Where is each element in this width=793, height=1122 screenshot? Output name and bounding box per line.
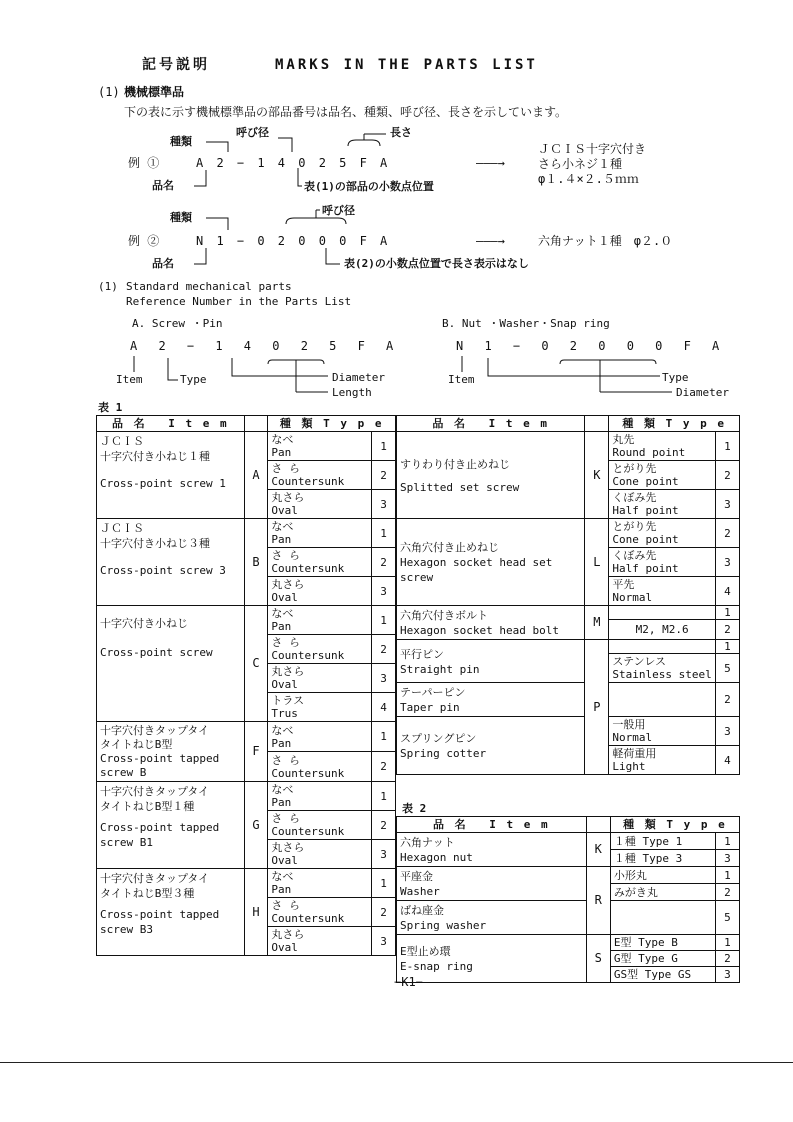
item-k: すりわり付き止めねじ Splitted set screw [397,432,585,519]
type-cell: G型 Type G [610,951,715,967]
item-h-code: H [244,869,268,956]
item-f: 十字穴付きタップタイ タイトねじB型 Cross-point tapped screw B [97,722,245,782]
en-section-sub: Reference Number in the Parts List [126,295,352,308]
ex1-label-length: 長さ [390,126,412,139]
title-en: MARKS IN THE PARTS LIST [275,57,538,73]
bottom-rule [0,1062,793,1063]
type-cell: さ ら Countersunk [268,635,372,664]
type-cell: とがり先 Cone point [609,461,716,490]
jp-description: 下の表に示す機械標準品の部品番号は品名、種類、呼び径、長さを示しています。 [124,105,568,119]
item-r-code: R [586,867,610,935]
type-number: 3 [372,577,396,606]
type-cell: さ ら Countersunk [268,898,372,927]
type-number: 2 [715,884,739,901]
type-number: 1 [372,606,396,635]
ex1-note: 表(1)の部品の小数点位置 [304,180,434,193]
ex1-label-diameter: 呼び径 [236,126,269,139]
item-g: 十字穴付きタップタイ タイトねじB型１種 Cross-point tapped screw B1 [97,782,245,869]
type-cell: なべ Pan [268,782,372,811]
type-number: 3 [372,490,396,519]
type-number: 3 [372,840,396,869]
table1-right-header-item: 品 名 I t e m [397,416,585,432]
en-a-item: Item [116,373,143,386]
type-number: 2 [372,811,396,840]
jp-section-num: (1) [98,85,120,99]
item-m-code: M [585,606,609,640]
type-number: 3 [372,664,396,693]
item-l-code: L [585,519,609,606]
table1-label: 表 1 [98,401,123,414]
item-spring-washer: ばね座金 Spring washer [397,901,587,935]
item-p-code: P [585,640,609,775]
type-number: 3 [715,490,739,519]
en-b-item: Item [448,373,475,386]
ex1-result-1: ＪＣＩＳ十字穴付き [538,142,647,156]
ex1-code: A 2 − 1 4 0 2 5 F A [196,156,391,170]
ex2-label-name: 品名 [152,257,174,270]
item-e-snap-ring: E型止め環 E-snap ring [397,935,587,983]
type-number: 5 [715,654,739,683]
leader-lines [0,0,793,420]
table2-header-item: 品 名 I t e m [397,817,587,833]
type-cell: 小形丸 [610,867,715,884]
ex2-label-type: 種類 [170,211,192,224]
item-l: 六角穴付き止めねじ Hexagon socket head set screw [397,519,585,606]
item-h: 十字穴付きタップタイ タイトねじB型３種 Cross-point tapped screw B3 [97,869,245,956]
ex1-result-2: さら小ネジ１種 [538,157,623,171]
ex1-label-type: 種類 [170,135,192,148]
type-number: 3 [715,717,739,746]
type-number: 1 [715,640,739,654]
type-cell: なべ Pan [268,869,372,898]
type-number: 2 [372,461,396,490]
item-p-taper: テーパーピン Taper pin [397,683,585,717]
type-number: 2 [715,951,739,967]
item-hexagon-nut: 六角ナット Hexagon nut [397,833,587,867]
item-washer: 平座金 Washer [397,867,587,901]
type-cell: くぼみ先 Half point [609,490,716,519]
type-cell: 丸さら Oval [268,840,372,869]
en-a-diameter: Diameter [332,371,385,384]
item-c: 十字穴付き小ねじ Cross-point screw [97,606,245,722]
type-number: 3 [715,967,739,983]
en-b-diameter: Diameter [676,386,729,399]
type-cell: 丸さら Oval [268,664,372,693]
type-number: 2 [372,752,396,782]
item-m: 六角穴付きボルト Hexagon socket head bolt [397,606,585,640]
type-cell: くぼみ先 Half point [609,548,716,577]
type-cell: なべ Pan [268,519,372,548]
type-number: 2 [372,898,396,927]
en-a-code: A 2 − 1 4 0 2 5 F A [130,339,401,353]
type-cell: とがり先 Cone point [609,519,716,548]
item-s-code: S [586,935,610,983]
type-cell: 丸さら Oval [268,927,372,956]
ex1-result-3: φ１.４×２.５ｍｍ [538,172,639,186]
type-cell: 一般用 Normal [609,717,716,746]
item-c-code: C [244,606,268,722]
ex2-label-diameter: 呼び径 [322,204,355,217]
type-number: 1 [715,867,739,884]
type-cell: さ ら Countersunk [268,752,372,782]
jp-section-heading: 機械標準品 [124,85,185,99]
type-cell: GS型 Type GS [610,967,715,983]
table2 [396,816,740,983]
type-cell: 平先 Normal [609,577,716,606]
en-a-type: Type [180,373,207,386]
type-cell: 丸さら Oval [268,490,372,519]
item-g-code: G [244,782,268,869]
type-cell: なべ Pan [268,432,372,461]
type-number: 1 [372,782,396,811]
type-cell: トラス Trus [268,693,372,722]
page-number: −K1− [394,975,423,989]
type-cell: E型 Type B [610,935,715,951]
title-jp: 記号説明 [142,57,210,73]
type-number: 1 [372,432,396,461]
type-number: 4 [715,746,739,775]
item-a-code: A [244,432,268,519]
ex2-arrow: ———→ [476,234,505,248]
type-cell: さ ら Countersunk [268,548,372,577]
ex2-result: 六角ナット１種 φ２.０ [538,234,673,248]
type-number: 3 [715,850,739,867]
type-cell: 丸さら Oval [268,577,372,606]
table2-header-type: 種 類 T y p e [610,817,739,833]
ex2-note: 表(2)の小数点位置で長さ表示はなし [344,257,529,270]
item-p-straight: 平行ピン Straight pin [397,640,585,683]
type-cell: なべ Pan [268,606,372,635]
type-number: 1 [372,722,396,752]
type-cell: ステンレス Stainless steel [609,654,716,683]
type-cell: M2, M2.6 [609,620,716,640]
type-number: 2 [372,548,396,577]
item-k2-code: K [586,833,610,867]
type-number: 1 [372,519,396,548]
type-number: 1 [715,432,739,461]
en-b-title: B. Nut ・Washer・Snap ring [442,317,610,330]
item-a: ＪＣＩＳ 十字穴付き小ねじ１種 Cross-point screw 1 [97,432,245,519]
item-k-code: K [585,432,609,519]
type-number: 2 [372,635,396,664]
item-b: ＪＣＩＳ 十字穴付き小ねじ３種 Cross-point screw 3 [97,519,245,606]
type-cell: １種 Type 3 [610,850,715,867]
ex1-prefix: 例 ① [128,156,160,170]
ex1-label-name: 品名 [152,179,174,192]
en-section-num: (1) [98,280,118,293]
table1-left [96,415,396,956]
type-number: 1 [715,935,739,951]
type-number: 3 [372,927,396,956]
en-a-length: Length [332,386,372,399]
ex2-prefix: 例 ② [128,234,160,248]
en-b-type: Type [662,371,689,384]
type-number: 5 [715,901,739,935]
type-number: 1 [372,869,396,898]
type-cell: さ ら Countersunk [268,461,372,490]
type-number: 4 [715,577,739,606]
item-b-code: B [244,519,268,606]
table1-header-type: 種 類 T y p e [268,416,396,432]
item-p-spring: スプリングピン Spring cotter [397,717,585,775]
ex2-code: N 1 − 0 2 0 0 0 F A [196,234,391,248]
table1-right [396,415,740,775]
table1-right-header-type: 種 類 T y p e [609,416,740,432]
type-number: 1 [715,833,739,850]
table1-header-item: 品 名 I t e m [97,416,245,432]
type-number: 2 [715,519,739,548]
type-number: 3 [715,548,739,577]
type-cell: なべ Pan [268,722,372,752]
type-cell: 丸先 Round point [609,432,716,461]
ex1-arrow: ———→ [476,156,505,170]
en-b-code: N 1 − 0 2 0 0 0 F A [456,339,727,353]
table2-label: 表 2 [402,802,427,815]
type-cell: 軽荷重用 Light [609,746,716,775]
type-number: 2 [715,620,739,640]
en-section-heading: Standard mechanical parts [126,280,292,293]
type-cell: みがき丸 [610,884,715,901]
type-cell: さ ら Countersunk [268,811,372,840]
type-number: 2 [715,683,739,717]
item-f-code: F [244,722,268,782]
type-number: 1 [715,606,739,620]
type-cell: １種 Type 1 [610,833,715,850]
type-number: 2 [715,461,739,490]
type-number: 4 [372,693,396,722]
en-a-title: A. Screw ・Pin [132,317,223,330]
